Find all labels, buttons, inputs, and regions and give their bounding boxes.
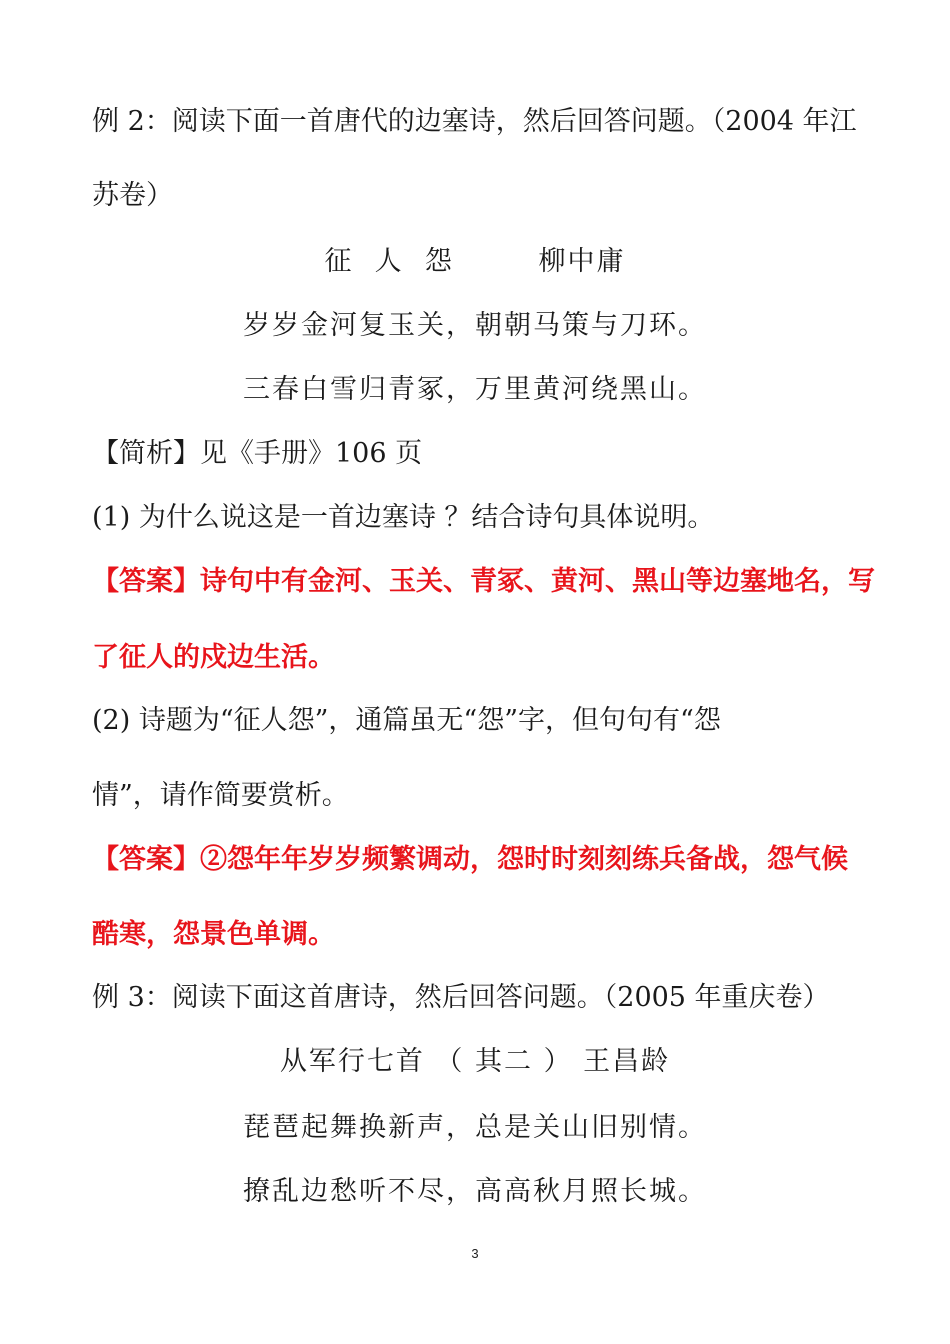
example3-intro: 例 3：阅读下面这首唐诗，然后回答问题。（2005 年重庆卷） <box>92 982 830 1013</box>
answer-1-line1: 【答案】诗句中有金河、玉关、青冢、黄河、黑山等边塞地名，写 <box>92 566 875 597</box>
page-number: 3 <box>471 1246 479 1261</box>
poem-line: 撩乱边愁听不尽，高高秋月照长城。 <box>243 1176 707 1207</box>
poem-line: 三春白雪归青冢，万里黄河绕黑山。 <box>243 374 707 405</box>
answer-2-line2: 酷寒，怨景色单调。 <box>92 919 335 950</box>
answer-1-line2: 了征人的戍边生活。 <box>92 642 335 673</box>
example2-intro-line1: 例 2：阅读下面一首唐代的边塞诗，然后回答问题。（2004 年江 <box>92 106 857 137</box>
analysis-note: 【简析】见《手册》106 页 <box>92 438 423 469</box>
poem-title-zhengrenyuan: 征 人 怨 柳中庸 <box>324 246 626 277</box>
answer-2-line1: 【答案】②怨年年岁岁频繁调动，怨时时刻刻练兵备战，怨气候 <box>92 844 848 875</box>
poem-title-congjunxing: 从军行七首 （ 其二 ） 王昌龄 <box>279 1046 671 1077</box>
question-1: (1) 为什么说这是一首边塞诗 ？结合诗句具体说明。 <box>92 502 715 533</box>
poem-line: 岁岁金河复玉关，朝朝马策与刀环。 <box>243 310 707 341</box>
question-2-line2: 情”，请作简要赏析。 <box>92 780 349 811</box>
question-2-line1: (2) 诗题为“征人怨”，通篇虽无“怨”字，但句句有“怨 <box>92 705 721 736</box>
example2-intro-line2: 苏卷） <box>92 180 173 211</box>
poem-line: 琵琶起舞换新声，总是关山旧别情。 <box>243 1112 707 1143</box>
